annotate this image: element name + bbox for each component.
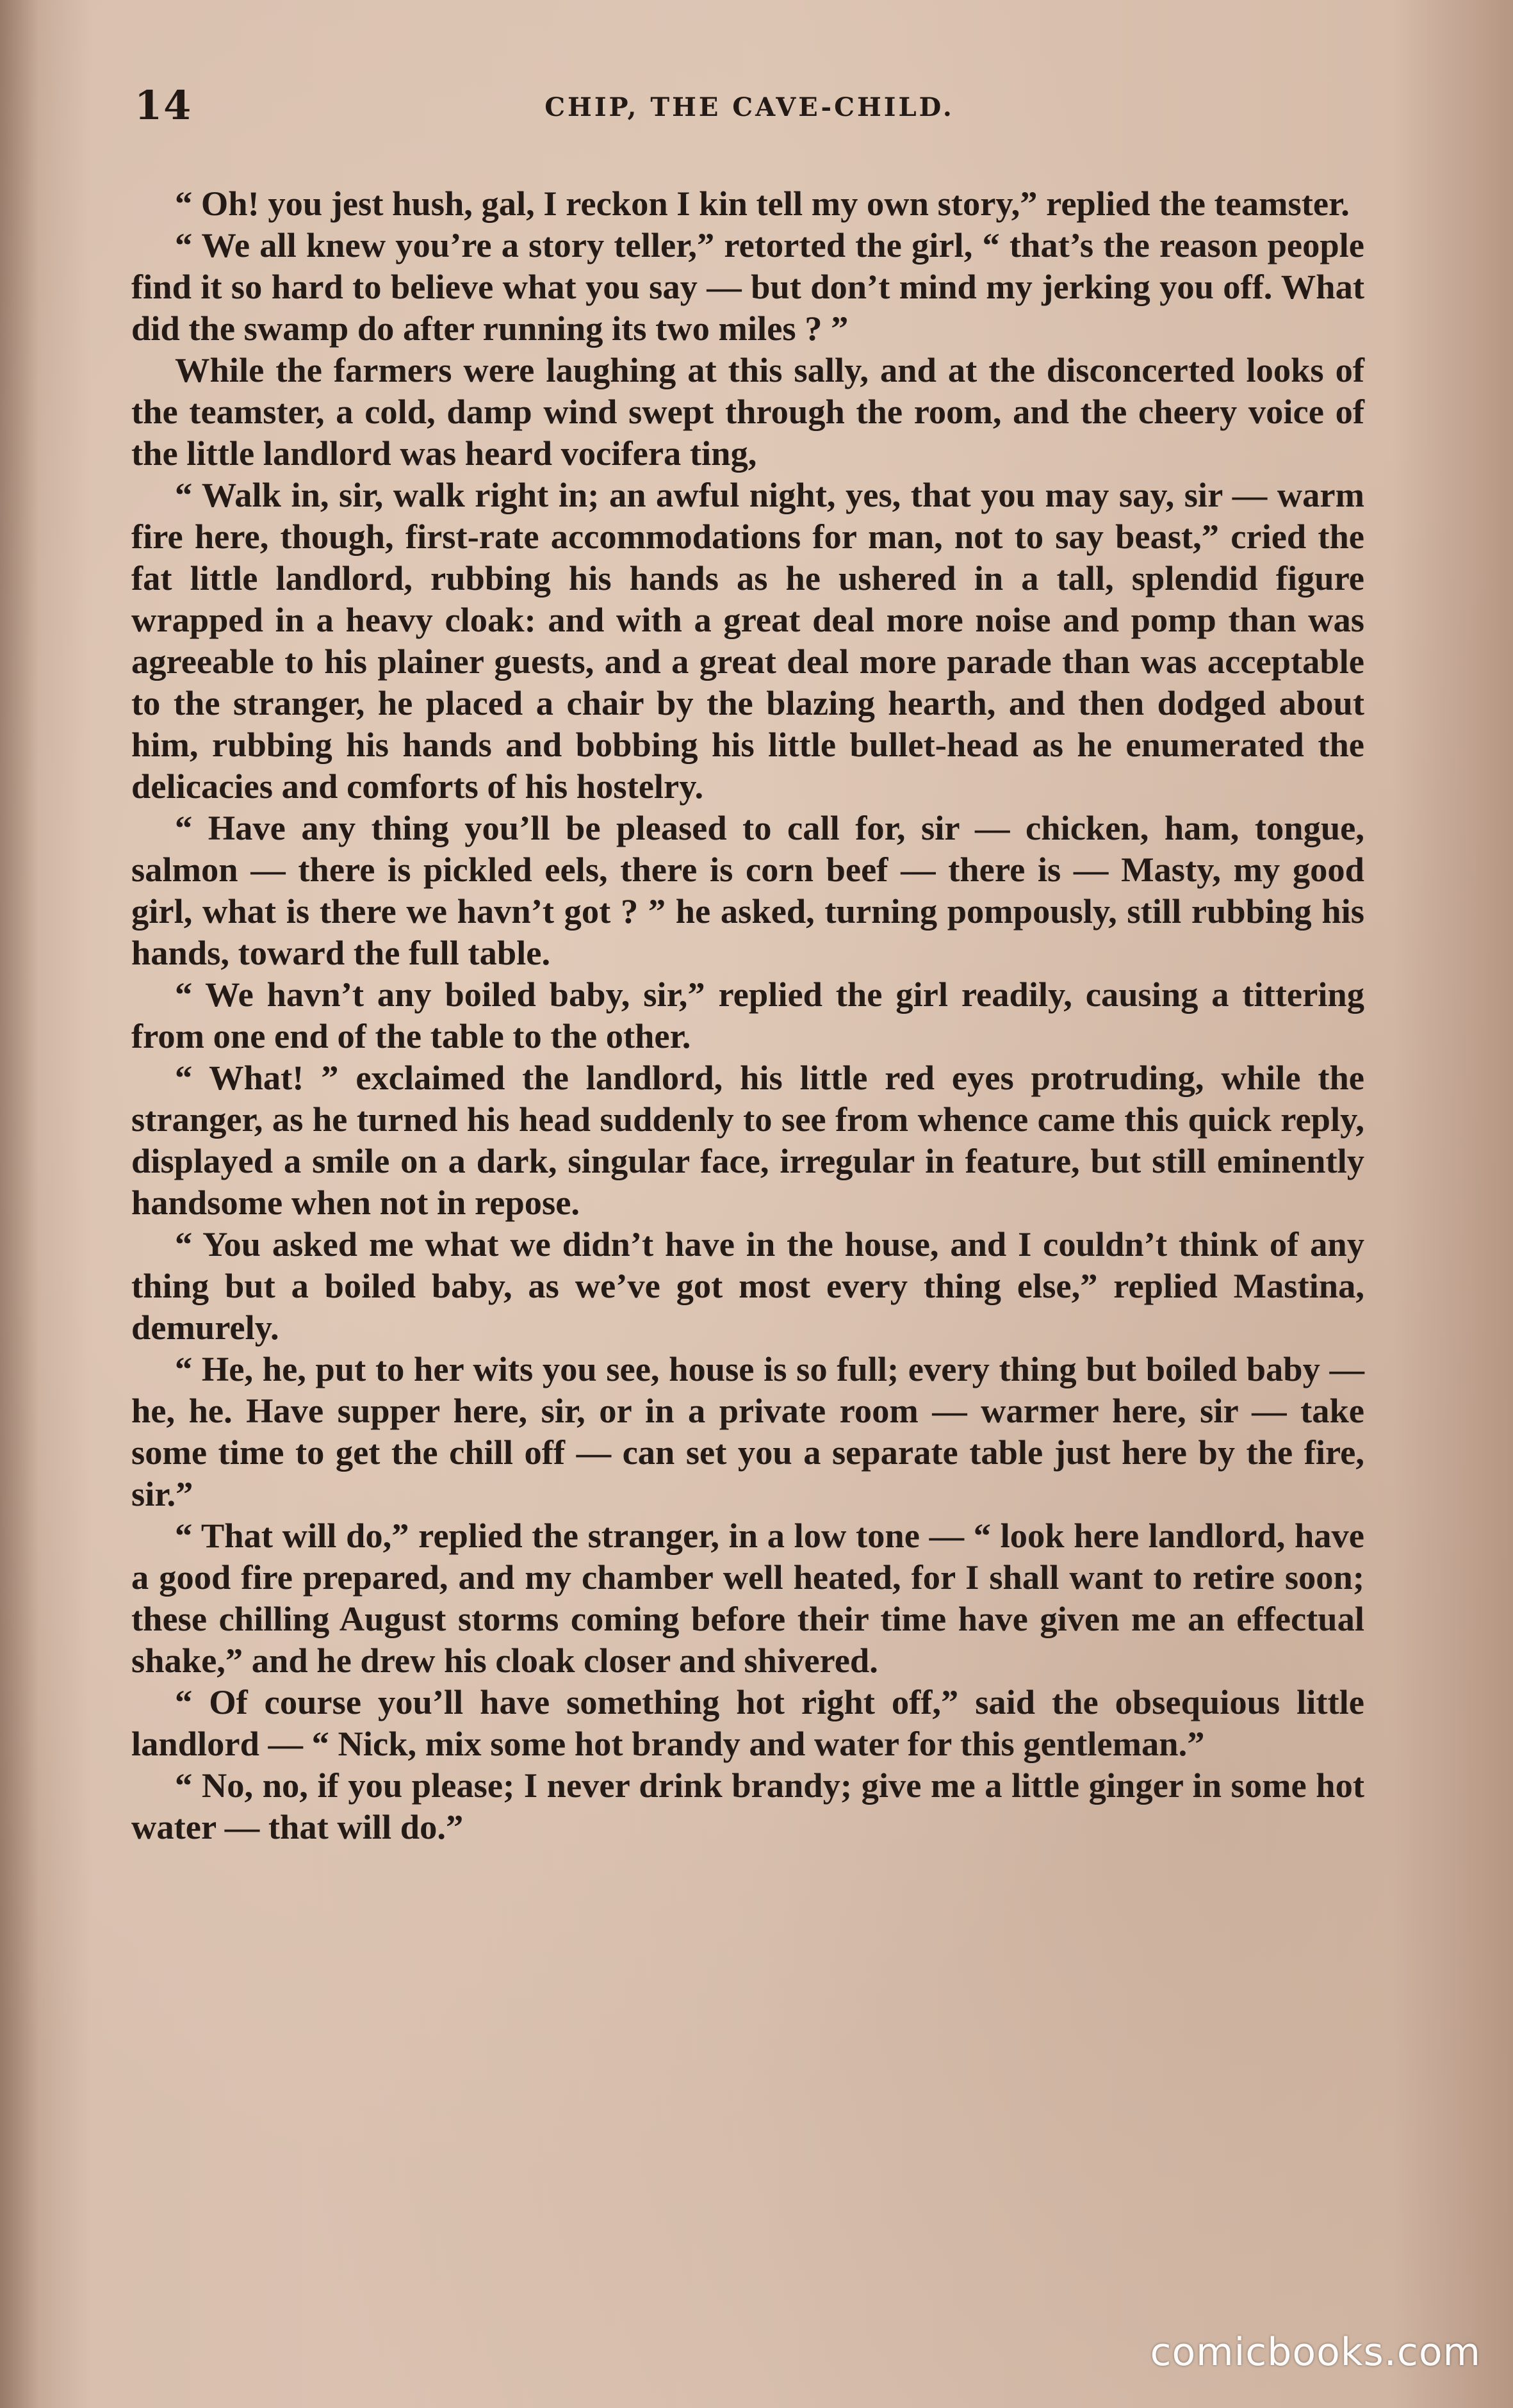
paragraph: While the farmers were laughing at this sally, and at the disconcerted looks of the teamster, a cold, damp wind swept through the room, and the cheery voice of the little landlord was heard vocifera ting, (131, 350, 1364, 473)
page-edge-shadow (0, 0, 38, 2408)
paragraph: “ Of course you’ll have something hot right off,” said the obsequious little landlord — “ Nick, mix some hot brandy and water for this gentleman.” (131, 1682, 1364, 1763)
paragraph: “ We all knew you’re a story teller,” retorted the girl, “ that’s the reason people find it so hard to believe what you say — but don’t mind my jerking you off. What did the swamp do after running its two miles ? ” (131, 225, 1364, 348)
page-number: 14 (135, 82, 193, 129)
paragraph: “ No, no, if you please; I never drink brandy; give me a little ginger in some hot water — that will do.” (131, 1766, 1364, 1846)
watermark: comicbooks.com (1150, 2330, 1481, 2375)
paragraph: “ Walk in, sir, walk right in; an awful night, yes, that you may say, sir — warm fire here, though, first-rate accommodations for man, not to say beast,” cried the fat little landlord, rubbing his hands as he ushered in a tall, splendid figure wrapped in a heavy cloak: and with a great deal more noise and pomp than was agreeable to his plainer guests, and a great deal more parade than was acceptable to the stranger, he placed a chair by the blazing hearth, and then dodged about him, rubbing his hands and bobbing his little bullet-head as he enumerated the delicacies and comforts of his hostelry. (131, 475, 1364, 806)
body-text (131, 183, 1364, 1848)
paragraph: “ We havn’t any boiled baby, sir,” replied the girl readily, causing a tittering from one end of the table to the other. (131, 975, 1364, 1055)
paragraph: “ What! ” exclaimed the landlord, his little red eyes protruding, while the stranger, as he turned his head suddenly to see from whence came this quick reply, displayed a smile on a dark, singular face, irregular in feature, but still eminently handsome when not in repose. (131, 1058, 1364, 1222)
paragraph: “ Have any thing you’ll be pleased to call for, sir — chicken, ham, tongue, salmon — there is pickled eels, there is corn beef — there is — Masty, my good girl, what is there we havn’t got ? ” he asked, turning pompously, still rubbing his hands, toward the full table. (131, 808, 1364, 972)
paragraph: “ You asked me what we didn’t have in the house, and I couldn’t think of any thing but a boiled baby, as we’ve got most every thing else,” replied Mastina, demurely. (131, 1224, 1364, 1347)
paragraph: “ That will do,” replied the stranger, in a low tone — “ look here landlord, have a good fire prepared, and my chamber well heated, for I shall want to retire soon; these chilling August storms coming before their time have given me an effectual shake,” and he drew his cloak closer and shivered. (131, 1516, 1364, 1680)
paragraph: “ He, he, put to her wits you see, house is so full; every thing but boiled baby — he, he. Have supper here, sir, or in a private room — warmer here, sir — take some time to get the chill off — can set you a separate table just here by the fire, sir.” (131, 1349, 1364, 1513)
paragraph: “ Oh! you jest hush, gal, I reckon I kin tell my own story,” replied the teamster. (175, 184, 1350, 223)
page-header (135, 82, 1364, 140)
running-title: CHIP, THE CAVE-CHILD. (544, 92, 954, 122)
